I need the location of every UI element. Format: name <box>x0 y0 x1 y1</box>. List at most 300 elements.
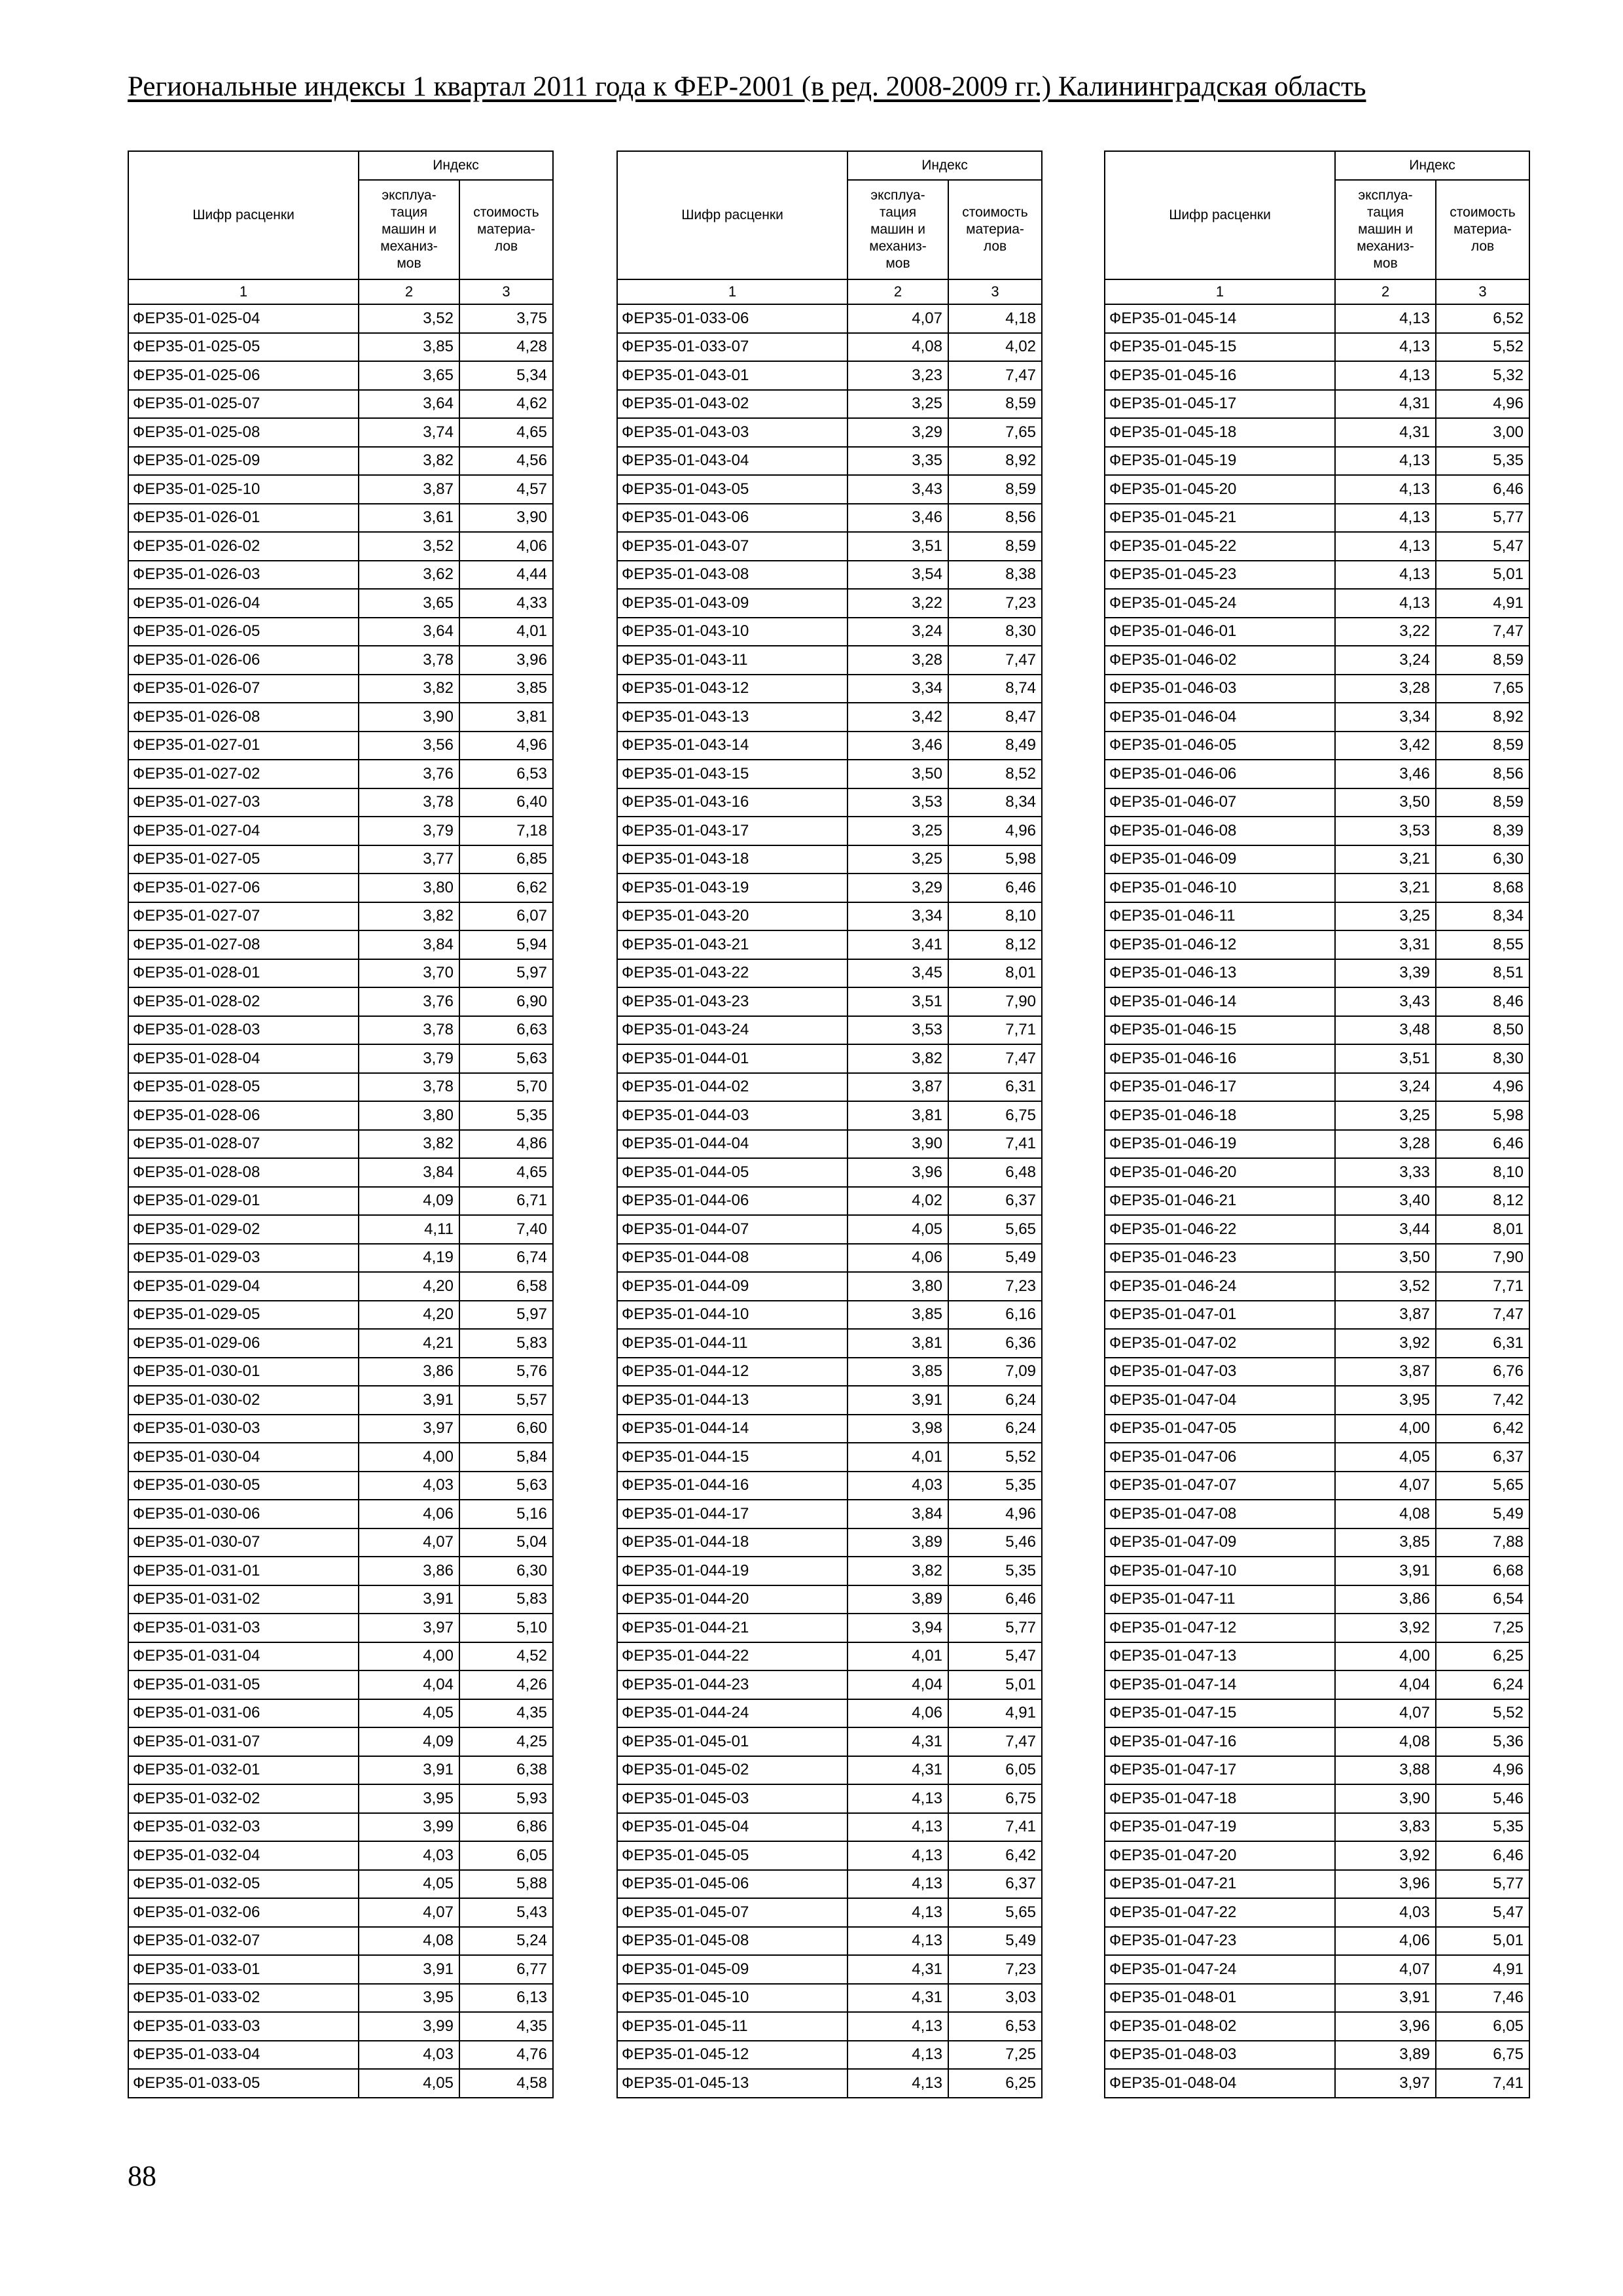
machines-index-cell: 4,13 <box>847 1898 948 1927</box>
table-row <box>128 1044 553 1073</box>
machines-index-cell: 3,78 <box>359 1016 459 1045</box>
machines-index-cell: 3,91 <box>359 1386 459 1415</box>
materials-index-cell: 5,84 <box>459 1443 553 1472</box>
machines-index-cell: 4,04 <box>847 1670 948 1699</box>
table-row <box>128 1158 553 1187</box>
materials-index-cell: 5,47 <box>1436 532 1529 561</box>
machines-index-cell: 3,85 <box>847 1358 948 1386</box>
index-table <box>1104 150 1530 2098</box>
rate-code-cell: ФЕР35-01-047-19 <box>1105 1813 1335 1842</box>
rate-code-cell: ФЕР35-01-048-01 <box>1105 1984 1335 2013</box>
column-header-code: Шифр расценки <box>1105 151 1335 279</box>
table-row <box>128 561 553 590</box>
materials-index-cell: 6,77 <box>459 1955 553 1984</box>
table-row <box>1105 304 1529 333</box>
materials-index-cell: 4,86 <box>459 1130 553 1159</box>
rate-code-cell: ФЕР35-01-030-03 <box>128 1415 359 1443</box>
rate-code-cell: ФЕР35-01-029-03 <box>128 1244 359 1273</box>
machines-index-cell: 3,43 <box>1335 987 1436 1016</box>
rate-code-cell: ФЕР35-01-026-04 <box>128 589 359 618</box>
rate-code-cell: ФЕР35-01-027-01 <box>128 732 359 760</box>
table-row <box>1105 930 1529 959</box>
table-row <box>617 447 1042 476</box>
rate-code-cell: ФЕР35-01-032-07 <box>128 1927 359 1956</box>
materials-index-cell: 5,57 <box>459 1386 553 1415</box>
machines-index-cell: 4,03 <box>847 1472 948 1500</box>
table-row <box>617 1898 1042 1927</box>
rate-code-cell: ФЕР35-01-046-24 <box>1105 1272 1335 1301</box>
materials-index-cell: 4,26 <box>459 1670 553 1699</box>
table-row <box>1105 475 1529 504</box>
machines-index-cell: 3,46 <box>847 732 948 760</box>
rate-code-cell: ФЕР35-01-032-02 <box>128 1784 359 1813</box>
materials-index-cell: 8,34 <box>948 788 1042 817</box>
machines-index-cell: 4,01 <box>847 1642 948 1671</box>
materials-index-cell: 4,65 <box>459 1158 553 1187</box>
materials-index-cell: 3,00 <box>1436 418 1529 447</box>
rate-code-cell: ФЕР35-01-032-01 <box>128 1756 359 1785</box>
machines-index-cell: 4,13 <box>1335 304 1436 333</box>
materials-index-cell: 6,54 <box>1436 1585 1529 1614</box>
rate-code-cell: ФЕР35-01-046-19 <box>1105 1130 1335 1159</box>
materials-index-cell: 7,41 <box>948 1813 1042 1842</box>
table-row <box>1105 646 1529 675</box>
rate-code-cell: ФЕР35-01-029-05 <box>128 1301 359 1330</box>
machines-index-cell: 3,21 <box>1335 874 1436 902</box>
materials-index-cell: 5,63 <box>459 1044 553 1073</box>
machines-index-cell: 4,00 <box>359 1443 459 1472</box>
table-row <box>617 646 1042 675</box>
materials-index-cell: 3,75 <box>459 304 553 333</box>
table-row <box>1105 1244 1529 1273</box>
machines-index-cell: 3,34 <box>847 675 948 703</box>
materials-index-cell: 7,90 <box>1436 1244 1529 1273</box>
machines-index-cell: 3,87 <box>359 475 459 504</box>
rate-code-cell: ФЕР35-01-043-23 <box>617 987 847 1016</box>
machines-index-cell: 3,51 <box>847 987 948 1016</box>
machines-index-cell: 3,89 <box>1335 2041 1436 2070</box>
table-row <box>128 1898 553 1927</box>
machines-index-cell: 3,87 <box>847 1073 948 1102</box>
table-row <box>128 1386 553 1415</box>
table-row <box>128 788 553 817</box>
materials-index-cell: 5,63 <box>459 1472 553 1500</box>
rate-code-cell: ФЕР35-01-027-07 <box>128 902 359 931</box>
machines-index-cell: 3,87 <box>1335 1358 1436 1386</box>
materials-index-cell: 4,02 <box>948 333 1042 362</box>
rate-code-cell: ФЕР35-01-047-23 <box>1105 1927 1335 1956</box>
rate-code-cell: ФЕР35-01-044-21 <box>617 1614 847 1642</box>
materials-index-cell: 4,35 <box>459 1699 553 1728</box>
table-row <box>128 817 553 845</box>
machines-index-cell: 3,34 <box>847 902 948 931</box>
materials-index-cell: 8,52 <box>948 760 1042 788</box>
rate-code-cell: ФЕР35-01-025-04 <box>128 304 359 333</box>
rate-code-cell: ФЕР35-01-047-12 <box>1105 1614 1335 1642</box>
rate-code-cell: ФЕР35-01-029-02 <box>128 1215 359 1244</box>
materials-index-cell: 8,01 <box>1436 1215 1529 1244</box>
materials-index-cell: 5,65 <box>1436 1472 1529 1500</box>
column-header-machines: эксплуа- тация машин и механиз- мов <box>1335 180 1436 279</box>
machines-index-cell: 3,78 <box>359 788 459 817</box>
machines-index-cell: 4,03 <box>359 1841 459 1870</box>
machines-index-cell: 3,22 <box>847 589 948 618</box>
rate-code-cell: ФЕР35-01-025-07 <box>128 390 359 419</box>
machines-index-cell: 4,06 <box>847 1244 948 1273</box>
machines-index-cell: 4,13 <box>1335 532 1436 561</box>
rate-code-cell: ФЕР35-01-043-19 <box>617 874 847 902</box>
table-row <box>1105 1358 1529 1386</box>
machines-index-cell: 3,86 <box>1335 1585 1436 1614</box>
table-row <box>128 1016 553 1045</box>
rate-code-cell: ФЕР35-01-031-06 <box>128 1699 359 1728</box>
rate-code-cell: ФЕР35-01-047-07 <box>1105 1472 1335 1500</box>
rate-code-cell: ФЕР35-01-047-20 <box>1105 1841 1335 1870</box>
machines-index-cell: 4,13 <box>1335 475 1436 504</box>
rate-code-cell: ФЕР35-01-043-16 <box>617 788 847 817</box>
table-row <box>617 1158 1042 1187</box>
rate-code-cell: ФЕР35-01-033-05 <box>128 2069 359 2098</box>
rate-code-cell: ФЕР35-01-028-04 <box>128 1044 359 1073</box>
materials-index-cell: 6,75 <box>948 1784 1042 1813</box>
machines-index-cell: 3,90 <box>847 1130 948 1159</box>
table-row <box>617 788 1042 817</box>
table-row <box>617 1044 1042 1073</box>
rate-code-cell: ФЕР35-01-043-05 <box>617 475 847 504</box>
table-row <box>128 732 553 760</box>
rate-code-cell: ФЕР35-01-029-01 <box>128 1187 359 1216</box>
table-row <box>128 1472 553 1500</box>
table-row <box>128 1841 553 1870</box>
materials-index-cell: 6,62 <box>459 874 553 902</box>
machines-index-cell: 3,46 <box>847 504 948 533</box>
rate-code-cell: ФЕР35-01-046-08 <box>1105 817 1335 845</box>
table-row <box>128 447 553 476</box>
rate-code-cell: ФЕР35-01-047-09 <box>1105 1528 1335 1557</box>
rate-code-cell: ФЕР35-01-043-12 <box>617 675 847 703</box>
rate-code-cell: ФЕР35-01-046-07 <box>1105 788 1335 817</box>
machines-index-cell: 3,78 <box>359 646 459 675</box>
machines-index-cell: 4,03 <box>1335 1898 1436 1927</box>
rate-code-cell: ФЕР35-01-026-05 <box>128 618 359 646</box>
rate-code-cell: ФЕР35-01-029-06 <box>128 1329 359 1358</box>
rate-code-cell: ФЕР35-01-047-13 <box>1105 1642 1335 1671</box>
rate-code-cell: ФЕР35-01-046-05 <box>1105 732 1335 760</box>
materials-index-cell: 6,37 <box>1436 1443 1529 1472</box>
machines-index-cell: 3,64 <box>359 618 459 646</box>
materials-index-cell: 6,16 <box>948 1301 1042 1330</box>
rate-code-cell: ФЕР35-01-043-20 <box>617 902 847 931</box>
machines-index-cell: 3,82 <box>847 1557 948 1585</box>
machines-index-cell: 4,05 <box>847 1215 948 1244</box>
table-row <box>617 1870 1042 1899</box>
machines-index-cell: 3,96 <box>1335 2012 1436 2041</box>
table-row <box>128 959 553 988</box>
materials-index-cell: 4,96 <box>948 1500 1042 1528</box>
materials-index-cell: 7,65 <box>1436 675 1529 703</box>
materials-index-cell: 6,74 <box>459 1244 553 1273</box>
machines-index-cell: 3,33 <box>1335 1158 1436 1187</box>
materials-index-cell: 6,46 <box>948 874 1042 902</box>
rate-code-cell: ФЕР35-01-044-04 <box>617 1130 847 1159</box>
materials-index-cell: 6,40 <box>459 788 553 817</box>
rate-code-cell: ФЕР35-01-043-14 <box>617 732 847 760</box>
materials-index-cell: 4,65 <box>459 418 553 447</box>
table-row <box>128 1443 553 1472</box>
machines-index-cell: 4,13 <box>1335 361 1436 390</box>
materials-index-cell: 4,01 <box>459 618 553 646</box>
machines-index-cell: 3,97 <box>359 1415 459 1443</box>
materials-index-cell: 5,98 <box>1436 1101 1529 1130</box>
materials-index-cell: 4,52 <box>459 1642 553 1671</box>
machines-index-cell: 3,91 <box>359 1756 459 1785</box>
machines-index-cell: 3,25 <box>1335 1101 1436 1130</box>
materials-index-cell: 6,25 <box>948 2069 1042 2098</box>
table-row <box>128 1415 553 1443</box>
table-row <box>128 475 553 504</box>
table-row <box>1105 1130 1529 1159</box>
materials-index-cell: 5,97 <box>459 1301 553 1330</box>
materials-index-cell: 6,46 <box>1436 1841 1529 1870</box>
rate-code-cell: ФЕР35-01-047-15 <box>1105 1699 1335 1728</box>
machines-index-cell: 3,82 <box>359 902 459 931</box>
column-number-1: 1 <box>1105 279 1335 304</box>
rate-code-cell: ФЕР35-01-044-18 <box>617 1528 847 1557</box>
machines-index-cell: 3,76 <box>359 987 459 1016</box>
table-row <box>128 1073 553 1102</box>
table-row <box>128 902 553 931</box>
materials-index-cell: 5,10 <box>459 1614 553 1642</box>
rate-code-cell: ФЕР35-01-044-22 <box>617 1642 847 1671</box>
materials-index-cell: 8,59 <box>948 475 1042 504</box>
machines-index-cell: 4,13 <box>1335 447 1436 476</box>
table-row <box>617 1699 1042 1728</box>
rate-code-cell: ФЕР35-01-025-09 <box>128 447 359 476</box>
column-number-1: 1 <box>617 279 847 304</box>
machines-index-cell: 3,91 <box>359 1955 459 1984</box>
materials-index-cell: 5,83 <box>459 1585 553 1614</box>
table-row <box>128 675 553 703</box>
rate-code-cell: ФЕР35-01-046-23 <box>1105 1244 1335 1273</box>
machines-index-cell: 3,85 <box>847 1301 948 1330</box>
materials-index-cell: 3,03 <box>948 1984 1042 2013</box>
table-row <box>128 361 553 390</box>
materials-index-cell: 5,34 <box>459 361 553 390</box>
table-row <box>128 1528 553 1557</box>
table-row <box>1105 1101 1529 1130</box>
index-table <box>616 150 1043 2098</box>
machines-index-cell: 3,34 <box>1335 703 1436 732</box>
table-row <box>128 874 553 902</box>
machines-index-cell: 4,31 <box>847 1756 948 1785</box>
rate-code-cell: ФЕР35-01-043-18 <box>617 845 847 874</box>
rate-code-cell: ФЕР35-01-044-14 <box>617 1415 847 1443</box>
table-row <box>617 1927 1042 1956</box>
materials-index-cell: 5,16 <box>459 1500 553 1528</box>
machines-index-cell: 3,65 <box>359 361 459 390</box>
materials-index-cell: 7,47 <box>1436 618 1529 646</box>
table-row <box>128 1101 553 1130</box>
rate-code-cell: ФЕР35-01-027-06 <box>128 874 359 902</box>
machines-index-cell: 3,94 <box>847 1614 948 1642</box>
rate-code-cell: ФЕР35-01-028-02 <box>128 987 359 1016</box>
materials-index-cell: 5,77 <box>948 1614 1042 1642</box>
rate-code-cell: ФЕР35-01-043-11 <box>617 646 847 675</box>
machines-index-cell: 4,13 <box>1335 333 1436 362</box>
rate-code-cell: ФЕР35-01-032-04 <box>128 1841 359 1870</box>
materials-index-cell: 8,39 <box>1436 817 1529 845</box>
table-row <box>128 1756 553 1785</box>
index-table <box>128 150 554 2098</box>
rate-code-cell: ФЕР35-01-045-23 <box>1105 561 1335 590</box>
materials-index-cell: 7,25 <box>1436 1614 1529 1642</box>
machines-index-cell: 3,91 <box>1335 1557 1436 1585</box>
table-row <box>1105 2012 1529 2041</box>
machines-index-cell: 3,97 <box>1335 2069 1436 2098</box>
rate-code-cell: ФЕР35-01-043-13 <box>617 703 847 732</box>
rate-code-cell: ФЕР35-01-045-15 <box>1105 333 1335 362</box>
table-row <box>617 1557 1042 1585</box>
materials-index-cell: 5,04 <box>459 1528 553 1557</box>
machines-index-cell: 3,41 <box>847 930 948 959</box>
table-row <box>617 361 1042 390</box>
rate-code-cell: ФЕР35-01-044-01 <box>617 1044 847 1073</box>
materials-index-cell: 6,05 <box>948 1756 1042 1785</box>
machines-index-cell: 4,00 <box>359 1642 459 1671</box>
rate-code-cell: ФЕР35-01-045-17 <box>1105 390 1335 419</box>
column-number-3: 3 <box>1436 279 1529 304</box>
materials-index-cell: 7,40 <box>459 1215 553 1244</box>
machines-index-cell: 3,70 <box>359 959 459 988</box>
machines-index-cell: 4,08 <box>359 1927 459 1956</box>
materials-index-cell: 6,38 <box>459 1756 553 1785</box>
machines-index-cell: 4,03 <box>359 2041 459 2070</box>
materials-index-cell: 6,71 <box>459 1187 553 1216</box>
machines-index-cell: 3,42 <box>847 703 948 732</box>
machines-index-cell: 4,20 <box>359 1301 459 1330</box>
table-row <box>617 1244 1042 1273</box>
materials-index-cell: 5,77 <box>1436 504 1529 533</box>
table-row <box>1105 561 1529 590</box>
rate-code-cell: ФЕР35-01-043-21 <box>617 930 847 959</box>
materials-index-cell: 3,85 <box>459 675 553 703</box>
materials-index-cell: 6,24 <box>948 1386 1042 1415</box>
table-row <box>617 589 1042 618</box>
column-header-code: Шифр расценки <box>128 151 359 279</box>
table-row <box>617 732 1042 760</box>
materials-index-cell: 6,30 <box>459 1557 553 1585</box>
rate-code-cell: ФЕР35-01-045-18 <box>1105 418 1335 447</box>
rate-code-cell: ФЕР35-01-027-04 <box>128 817 359 845</box>
materials-index-cell: 5,35 <box>1436 1813 1529 1842</box>
materials-index-cell: 6,24 <box>948 1415 1042 1443</box>
rate-code-cell: ФЕР35-01-033-04 <box>128 2041 359 2070</box>
table-row <box>128 1699 553 1728</box>
rate-code-cell: ФЕР35-01-043-09 <box>617 589 847 618</box>
materials-index-cell: 4,96 <box>1436 390 1529 419</box>
machines-index-cell: 3,86 <box>359 1358 459 1386</box>
rate-code-cell: ФЕР35-01-045-02 <box>617 1756 847 1785</box>
machines-index-cell: 3,62 <box>359 561 459 590</box>
machines-index-cell: 3,98 <box>847 1415 948 1443</box>
machines-index-cell: 3,53 <box>847 1016 948 1045</box>
table-row <box>1105 675 1529 703</box>
materials-index-cell: 4,96 <box>1436 1756 1529 1785</box>
materials-index-cell: 6,90 <box>459 987 553 1016</box>
machines-index-cell: 3,65 <box>359 589 459 618</box>
rate-code-cell: ФЕР35-01-028-03 <box>128 1016 359 1045</box>
rate-code-cell: ФЕР35-01-045-21 <box>1105 504 1335 533</box>
materials-index-cell: 8,55 <box>1436 930 1529 959</box>
machines-index-cell: 3,42 <box>1335 732 1436 760</box>
rate-code-cell: ФЕР35-01-046-17 <box>1105 1073 1335 1102</box>
materials-index-cell: 5,65 <box>948 1215 1042 1244</box>
machines-index-cell: 4,07 <box>847 304 948 333</box>
materials-index-cell: 4,25 <box>459 1727 553 1756</box>
rate-code-cell: ФЕР35-01-028-08 <box>128 1158 359 1187</box>
rate-code-cell: ФЕР35-01-046-16 <box>1105 1044 1335 1073</box>
machines-index-cell: 3,61 <box>359 504 459 533</box>
rate-code-cell: ФЕР35-01-033-02 <box>128 1984 359 2013</box>
rate-code-cell: ФЕР35-01-047-02 <box>1105 1329 1335 1358</box>
machines-index-cell: 3,24 <box>847 618 948 646</box>
rate-code-cell: ФЕР35-01-044-02 <box>617 1073 847 1102</box>
machines-index-cell: 3,82 <box>359 675 459 703</box>
materials-index-cell: 5,52 <box>1436 333 1529 362</box>
table-row <box>1105 1443 1529 1472</box>
rate-code-cell: ФЕР35-01-047-03 <box>1105 1358 1335 1386</box>
rate-code-cell: ФЕР35-01-045-07 <box>617 1898 847 1927</box>
machines-index-cell: 4,09 <box>359 1727 459 1756</box>
materials-index-cell: 7,25 <box>948 2041 1042 2070</box>
index-table-3 <box>1104 150 1530 2098</box>
rate-code-cell: ФЕР35-01-032-06 <box>128 1898 359 1927</box>
table-row <box>1105 1329 1529 1358</box>
table-row <box>128 987 553 1016</box>
machines-index-cell: 4,31 <box>1335 418 1436 447</box>
materials-index-cell: 4,44 <box>459 561 553 590</box>
machines-index-cell: 4,31 <box>1335 390 1436 419</box>
materials-index-cell: 5,76 <box>459 1358 553 1386</box>
table-row <box>1105 1557 1529 1585</box>
rate-code-cell: ФЕР35-01-030-05 <box>128 1472 359 1500</box>
table-row <box>617 987 1042 1016</box>
materials-index-cell: 5,46 <box>1436 1784 1529 1813</box>
materials-index-cell: 5,77 <box>1436 1870 1529 1899</box>
materials-index-cell: 5,98 <box>948 845 1042 874</box>
rate-code-cell: ФЕР35-01-045-20 <box>1105 475 1335 504</box>
table-row <box>1105 1670 1529 1699</box>
machines-index-cell: 3,24 <box>1335 1073 1436 1102</box>
machines-index-cell: 3,92 <box>1335 1614 1436 1642</box>
materials-index-cell: 8,74 <box>948 675 1042 703</box>
table-row <box>1105 1528 1529 1557</box>
rate-code-cell: ФЕР35-01-045-05 <box>617 1841 847 1870</box>
table-row <box>1105 817 1529 845</box>
machines-index-cell: 3,48 <box>1335 1016 1436 1045</box>
rate-code-cell: ФЕР35-01-043-24 <box>617 1016 847 1045</box>
machines-index-cell: 4,20 <box>359 1272 459 1301</box>
materials-index-cell: 4,91 <box>948 1699 1042 1728</box>
table-row <box>128 589 553 618</box>
machines-index-cell: 3,81 <box>847 1329 948 1358</box>
rate-code-cell: ФЕР35-01-046-15 <box>1105 1016 1335 1045</box>
table-row <box>1105 1984 1529 2013</box>
rate-code-cell: ФЕР35-01-044-17 <box>617 1500 847 1528</box>
machines-index-cell: 3,84 <box>359 930 459 959</box>
column-header-code: Шифр расценки <box>617 151 847 279</box>
rate-code-cell: ФЕР35-01-031-03 <box>128 1614 359 1642</box>
